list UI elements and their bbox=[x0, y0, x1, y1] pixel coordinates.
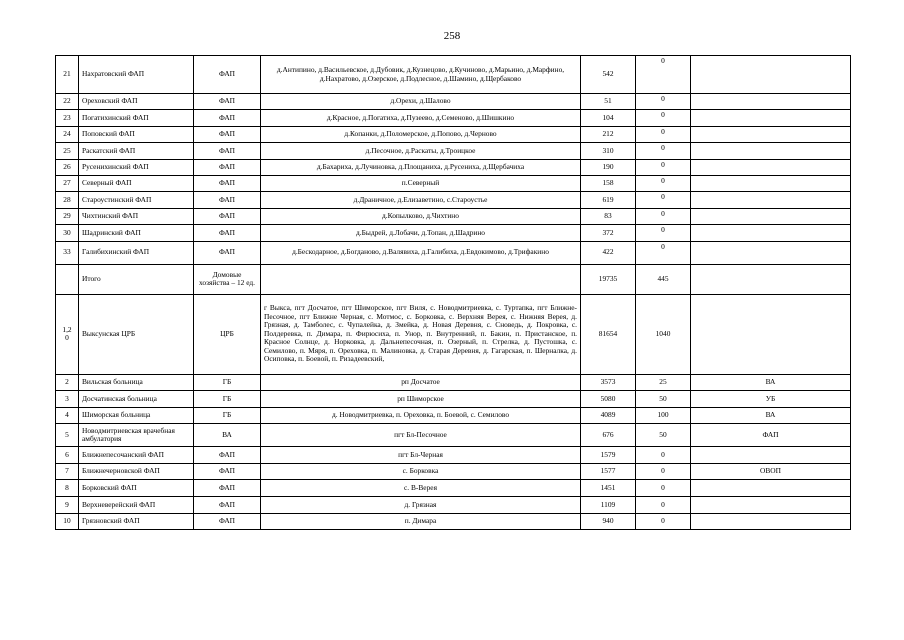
population-cell: 1451 bbox=[581, 480, 636, 497]
count-cell: 0 bbox=[636, 94, 691, 110]
population-cell: 619 bbox=[581, 192, 636, 208]
facility-name: Грязновский ФАП bbox=[79, 513, 194, 530]
count-cell: 0 bbox=[636, 192, 691, 208]
population-cell: 422 bbox=[581, 241, 636, 264]
facility-name: Галибихинский ФАП bbox=[79, 241, 194, 264]
note-cell bbox=[691, 56, 851, 94]
note-cell: ВА bbox=[691, 407, 851, 424]
households-cell: Домовые хозяйства – 12 ед. bbox=[194, 264, 261, 294]
settlements-cell: пгт Бл-Черная bbox=[261, 447, 581, 464]
count-cell: 0 bbox=[636, 513, 691, 530]
population-cell: 1579 bbox=[581, 447, 636, 464]
count-cell: 100 bbox=[636, 407, 691, 424]
note-cell bbox=[691, 497, 851, 514]
settlements-cell: п.Северный bbox=[261, 175, 581, 191]
facility-name: Ближнечерновской ФАП bbox=[79, 463, 194, 480]
table-row bbox=[56, 424, 851, 447]
facility-type: ФАП bbox=[194, 497, 261, 514]
note-cell bbox=[691, 225, 851, 241]
note-cell bbox=[691, 110, 851, 126]
table-row bbox=[56, 56, 851, 94]
population-cell: 1577 bbox=[581, 463, 636, 480]
note-cell bbox=[691, 480, 851, 497]
row-number: 33 bbox=[56, 241, 79, 264]
facility-name: Шиморская больница bbox=[79, 407, 194, 424]
facility-name: Новодмитриевская врачебная амбулатория bbox=[79, 424, 194, 447]
settlements-cell: д. Новодмитриевка, п. Ореховка, п. Боевой, с. Семилово bbox=[261, 407, 581, 424]
facility-name: Нахратовский ФАП bbox=[79, 56, 194, 94]
count-cell: 0 bbox=[636, 480, 691, 497]
row-number: 7 bbox=[56, 463, 79, 480]
settlements-cell: д.Антипино, д.Васильевское, д.Дубовик, д.Кузнецово, д.Кучиново, д.Марьино, д.Марфино, д.Нахратово, д.Озерское, д.Подлесное, д.Шамино, д.Щербаково bbox=[261, 56, 581, 94]
facility-name: Северный ФАП bbox=[79, 175, 194, 191]
population-cell: 542 bbox=[581, 56, 636, 94]
table-row bbox=[56, 463, 851, 480]
table-row bbox=[56, 407, 851, 424]
population-cell: 158 bbox=[581, 175, 636, 191]
facility-name: Ореховский ФАП bbox=[79, 94, 194, 110]
table-row bbox=[56, 513, 851, 530]
facility-name: Борковский ФАП bbox=[79, 480, 194, 497]
table-row bbox=[56, 391, 851, 408]
count-cell: 0 bbox=[636, 447, 691, 464]
facility-name: Русенихинский ФАП bbox=[79, 159, 194, 175]
settlements-cell: д.Копанки, д.Поломерское, д.Попово, д.Черново bbox=[261, 126, 581, 142]
facility-type: ВА bbox=[194, 424, 261, 447]
note-cell bbox=[691, 94, 851, 110]
note-cell: ФАП bbox=[691, 424, 851, 447]
facility-type: ФАП bbox=[194, 225, 261, 241]
row-number: 8 bbox=[56, 480, 79, 497]
count-cell: 0 bbox=[636, 497, 691, 514]
row-number: 30 bbox=[56, 225, 79, 241]
note-cell bbox=[691, 241, 851, 264]
facility-name: Погатихинский ФАП bbox=[79, 110, 194, 126]
settlements-cell: д.Песочное, д.Раскаты, д.Троицкое bbox=[261, 143, 581, 159]
population-cell: 1109 bbox=[581, 497, 636, 514]
row-number: 2 bbox=[56, 374, 79, 391]
table-row bbox=[56, 225, 851, 241]
facility-type: ФАП bbox=[194, 463, 261, 480]
population-cell: 212 bbox=[581, 126, 636, 142]
count-cell: 0 bbox=[636, 126, 691, 142]
crb-places: г Выкса, пгт Досчатое, пгт Шиморское, пгт Виля, с. Новодмитриевка, с. Туртапка, пгт Ближне-Песочное, пгт Ближне Черная, с. Мотмос, с. Борковка, с. Верхняя Верея, с. Нижняя Верея, д. Грязная, д. Тамболес, с. Чупалейка, д. Змейка, д. Новая Деревня, с. Сноведь, д. Покровка, с. Полдеревка, п. Димара, п. Фирюсиха, п. Унор, п. Внутренний, п. Бакин, п. Пристанское, п. Красное Солнце, д. Норковка, д. Дальнепесочная, п. Озерный, п. Стрелка, д. Пустошка, с. Семилово, п. Мяря, п. Ореховка, п. Малиновка, д. Старая Деревня, д. Гагарская, п. Шерналка, д. Осиповка, п. Боевой, п. Ризадеевский, bbox=[261, 294, 581, 374]
note-cell bbox=[691, 159, 851, 175]
facility-name: Чихтинский ФАП bbox=[79, 208, 194, 224]
population-cell: 372 bbox=[581, 225, 636, 241]
table-row bbox=[56, 241, 851, 264]
count-cell: 0 bbox=[636, 225, 691, 241]
settlements-cell: д.Быдрей, д.Лобачи, д.Топан, д.Шадрино bbox=[261, 225, 581, 241]
row-number: 21 bbox=[56, 56, 79, 94]
row-number: 27 bbox=[56, 175, 79, 191]
facility-type: ФАП bbox=[194, 241, 261, 264]
count-cell: 0 bbox=[636, 241, 691, 264]
settlements-cell: д. Грязная bbox=[261, 497, 581, 514]
note-cell bbox=[691, 126, 851, 142]
settlements-cell: рп Досчатое bbox=[261, 374, 581, 391]
table-row bbox=[56, 94, 851, 110]
note-cell bbox=[691, 447, 851, 464]
facility-type: ФАП bbox=[194, 192, 261, 208]
note-cell: ОВОП bbox=[691, 463, 851, 480]
population-cell: 104 bbox=[581, 110, 636, 126]
population-cell: 676 bbox=[581, 424, 636, 447]
count-cell: 0 bbox=[636, 110, 691, 126]
facility-name: Поповский ФАП bbox=[79, 126, 194, 142]
facility-type: ФАП bbox=[194, 94, 261, 110]
population-cell: 4089 bbox=[581, 407, 636, 424]
note-cell bbox=[691, 513, 851, 530]
facility-type: ФАП bbox=[194, 143, 261, 159]
facility-name: Вильская больница bbox=[79, 374, 194, 391]
facility-type: ФАП bbox=[194, 513, 261, 530]
table-row bbox=[56, 374, 851, 391]
settlements-cell: с. Борковка bbox=[261, 463, 581, 480]
table-row bbox=[56, 480, 851, 497]
note-cell bbox=[691, 143, 851, 159]
page-number: 258 bbox=[443, 30, 461, 42]
count-cell: 0 bbox=[636, 175, 691, 191]
note-cell bbox=[691, 192, 851, 208]
row-number: 26 bbox=[56, 159, 79, 175]
settlements-cell: п. Димара bbox=[261, 513, 581, 530]
population-cell: 940 bbox=[581, 513, 636, 530]
row-number: 24 bbox=[56, 126, 79, 142]
facility-name: Верхневерейский ФАП bbox=[79, 497, 194, 514]
settlements-cell: д.Красное, д.Погатиха, д.Пузеево, д.Семеново, д.Шишкино bbox=[261, 110, 581, 126]
row-number: 9 bbox=[56, 497, 79, 514]
table-row bbox=[56, 208, 851, 224]
settlements-cell: рп Шиморское bbox=[261, 391, 581, 408]
facility-type: ФАП bbox=[194, 175, 261, 191]
total-count: 445 bbox=[636, 264, 691, 294]
count-cell: 0 bbox=[636, 208, 691, 224]
facility-type: ФАП bbox=[194, 159, 261, 175]
settlements-cell: д.Копылково, д.Чихтино bbox=[261, 208, 581, 224]
row-number: 22 bbox=[56, 94, 79, 110]
settlements-cell: д.Орехи, д.Шалово bbox=[261, 94, 581, 110]
population-cell: 83 bbox=[581, 208, 636, 224]
crb-row bbox=[56, 294, 851, 374]
row-number: 28 bbox=[56, 192, 79, 208]
facility-type: ФАП bbox=[194, 126, 261, 142]
population-cell: 5080 bbox=[581, 391, 636, 408]
note-cell bbox=[691, 175, 851, 191]
settlements-cell: с. В-Верея bbox=[261, 480, 581, 497]
crb-number: 1,2 0 bbox=[56, 294, 79, 374]
count-cell: 50 bbox=[636, 424, 691, 447]
crb-population: 81654 bbox=[581, 294, 636, 374]
crb-note bbox=[691, 294, 851, 374]
note-cell: УБ bbox=[691, 391, 851, 408]
count-cell: 0 bbox=[636, 463, 691, 480]
crb-name: Выксунская ЦРБ bbox=[79, 294, 194, 374]
table-row bbox=[56, 192, 851, 208]
note-cell: ВА bbox=[691, 374, 851, 391]
facility-name: Ближнепесочанский ФАП bbox=[79, 447, 194, 464]
facility-type: ФАП bbox=[194, 447, 261, 464]
total-row bbox=[56, 264, 851, 294]
crb-type: ЦРБ bbox=[194, 294, 261, 374]
settlements-cell: д.Драничное, д.Елизаветино, с.Староустье bbox=[261, 192, 581, 208]
count-cell: 25 bbox=[636, 374, 691, 391]
population-cell: 51 bbox=[581, 94, 636, 110]
facility-name: Досчатинская больница bbox=[79, 391, 194, 408]
count-cell: 0 bbox=[636, 143, 691, 159]
population-cell: 190 bbox=[581, 159, 636, 175]
facility-type: ГБ bbox=[194, 407, 261, 424]
facility-type: ГБ bbox=[194, 374, 261, 391]
row-number: 23 bbox=[56, 110, 79, 126]
facility-type: ФАП bbox=[194, 56, 261, 94]
row-number: 10 bbox=[56, 513, 79, 530]
population-cell: 3573 bbox=[581, 374, 636, 391]
count-cell: 50 bbox=[636, 391, 691, 408]
table-row bbox=[56, 447, 851, 464]
total-label: Итого bbox=[79, 264, 194, 294]
table-row bbox=[56, 126, 851, 142]
facility-type: ГБ bbox=[194, 391, 261, 408]
row-number: 29 bbox=[56, 208, 79, 224]
row-number: 5 bbox=[56, 424, 79, 447]
table-row bbox=[56, 159, 851, 175]
note-cell bbox=[691, 208, 851, 224]
facility-name: Раскатский ФАП bbox=[79, 143, 194, 159]
crb-count: 1040 bbox=[636, 294, 691, 374]
settlements-cell: д.Бескодарное, д.Богданово, д.Валявиха, д.Галибиха, д.Евдокимово, д.Трифакино bbox=[261, 241, 581, 264]
facility-name: Староустинский ФАП bbox=[79, 192, 194, 208]
count-cell: 0 bbox=[636, 159, 691, 175]
facility-table bbox=[55, 55, 851, 530]
row-number: 6 bbox=[56, 447, 79, 464]
table-row bbox=[56, 110, 851, 126]
table-row bbox=[56, 175, 851, 191]
row-number: 25 bbox=[56, 143, 79, 159]
population-cell: 310 bbox=[581, 143, 636, 159]
total-population: 19735 bbox=[581, 264, 636, 294]
settlements-cell: д.Бахариха, д.Лучиновка, д.Площаниха, д.Русениха, д.Щербачиха bbox=[261, 159, 581, 175]
facility-type: ФАП bbox=[194, 110, 261, 126]
settlements-cell: пгт Бл-Песочное bbox=[261, 424, 581, 447]
facility-type: ФАП bbox=[194, 208, 261, 224]
table-row bbox=[56, 497, 851, 514]
facility-name: Шадринский ФАП bbox=[79, 225, 194, 241]
row-number: 4 bbox=[56, 407, 79, 424]
table-row bbox=[56, 143, 851, 159]
count-cell: 0 bbox=[636, 56, 691, 94]
row-number: 3 bbox=[56, 391, 79, 408]
facility-type: ФАП bbox=[194, 480, 261, 497]
